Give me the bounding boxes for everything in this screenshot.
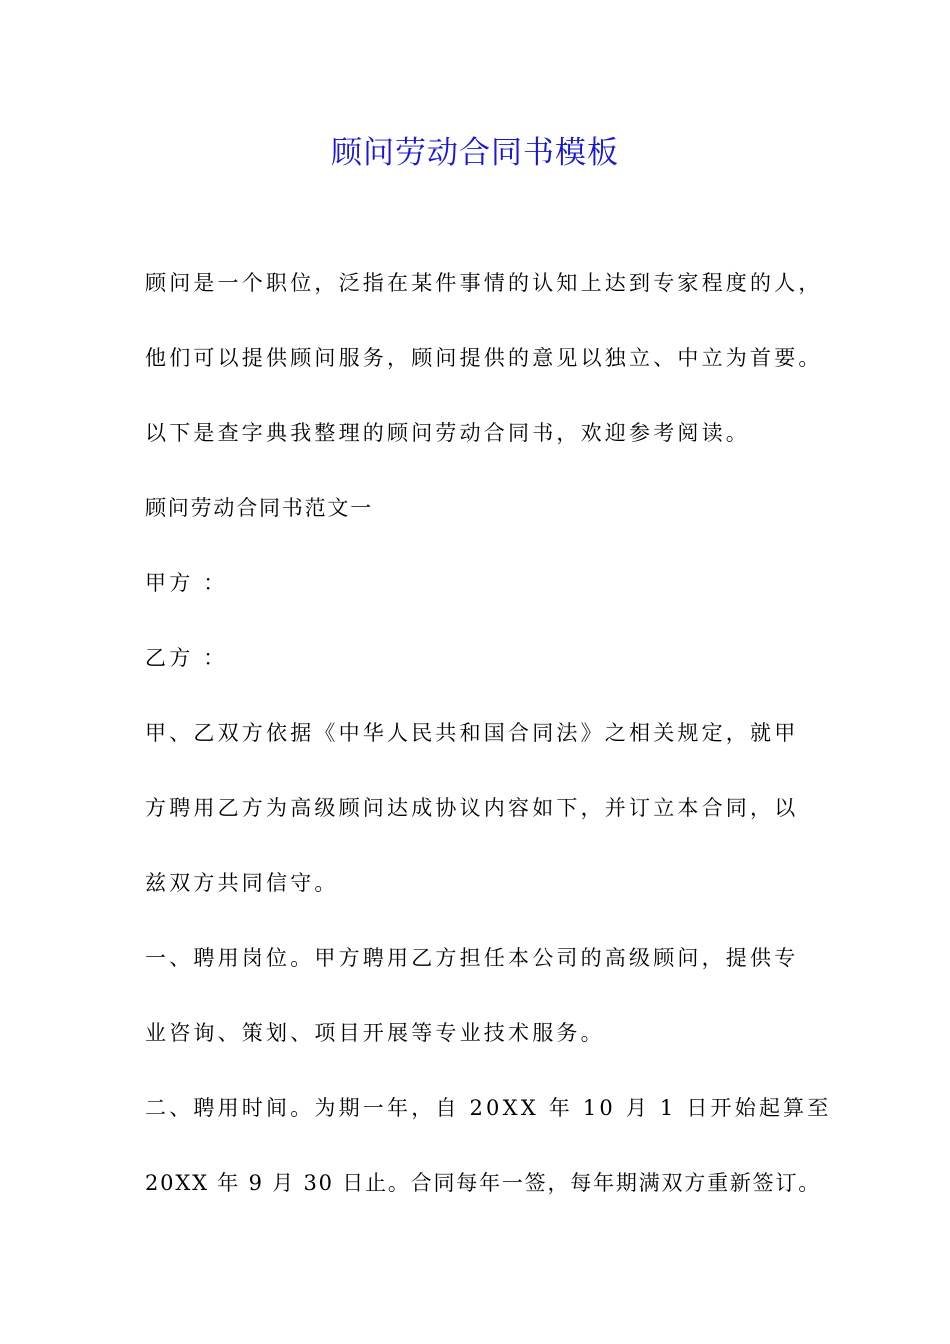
paragraph-line: 方聘用乙方为高级顾问达成协议内容如下，并订立本合同，以 [145,796,799,820]
paragraph-line: 20XX 年 9 月 30 日止。合同每年一签，每年期满双方重新签订。 [145,1171,822,1195]
document-title: 顾问劳动合同书模板 [331,135,619,171]
paragraph-line: 业咨询、策划、项目开展等专业技术服务。 [145,1021,605,1045]
paragraph-line: 兹双方共同信守。 [145,871,339,895]
paragraph-line: 二、聘用时间。为期一年，自 20XX 年 10 月 1 日开始起算至 [145,1096,832,1120]
paragraph-line: 以下是查字典我整理的顾问劳动合同书，欢迎参考阅读。 [145,421,750,445]
paragraph-line: 他们可以提供顾问服务，顾问提供的意见以独立、中立为首要。 [145,346,823,370]
paragraph-line: 甲方 ： [145,571,228,595]
paragraph-line: 顾问是一个职位，泛指在某件事情的认知上达到专家程度的人， [145,271,823,295]
paragraph-line: 甲、乙双方依据《中华人民共和国合同法》之相关规定，就甲 [145,721,799,745]
paragraph-line: 乙方 ： [145,646,228,670]
paragraph-line: 顾问劳动合同书范文一 [145,496,373,520]
paragraph-line: 一、聘用岗位。甲方聘用乙方担任本公司的高级顾问，提供专 [145,946,799,970]
